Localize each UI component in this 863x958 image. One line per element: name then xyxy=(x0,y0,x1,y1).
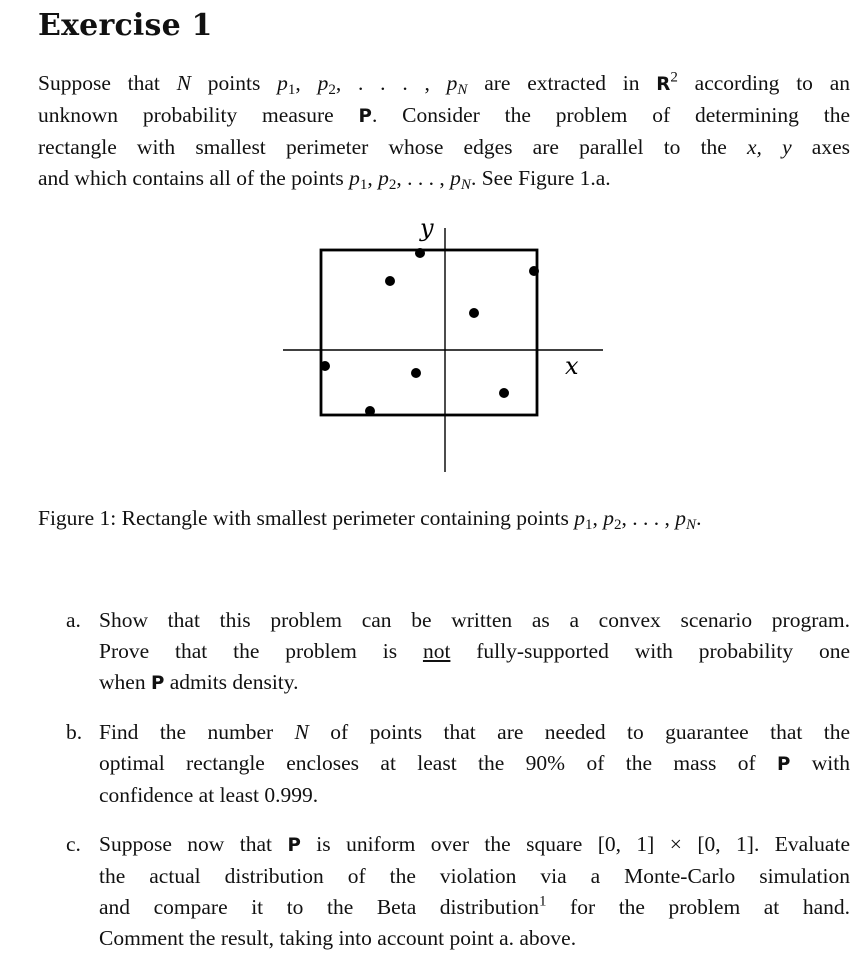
data-point xyxy=(365,406,375,416)
intro-line-3: rectangle with smallest perimeter whose edges are parallel to the x, y axes xyxy=(38,135,851,159)
data-point xyxy=(320,361,330,371)
item-marker: b. xyxy=(66,720,83,744)
intro-paragraph xyxy=(38,68,850,194)
item-body xyxy=(99,605,850,699)
item-line: Comment the result, taking into account point a. above. xyxy=(99,926,577,950)
intro-line-4: and which contains all of the points $p_1$, $p_2$, . . . , $p_N$. See Figure 1.a. xyxy=(38,166,611,193)
data-point xyxy=(411,368,421,378)
item-line: confidence at least 0.999. xyxy=(99,783,319,807)
x-axis-label: x xyxy=(565,352,579,380)
underlined-not: not xyxy=(422,639,451,663)
intro-line-1: Suppose that N points $p_1$, $p_2$, . . . , $p_N$ are extracted in $R^2$ according to an xyxy=(38,69,851,98)
y-axis-label: y xyxy=(420,214,434,242)
item-line: Prove that the problem is not fully-supported with probability one xyxy=(99,639,851,663)
item-line: Show that this problem can be written as a convex scenario program. xyxy=(99,608,850,632)
item-line: optimal rectangle encloses at least the 90% of the mass of P with xyxy=(99,751,850,775)
item-marker: a. xyxy=(66,608,81,632)
figure-caption: Figure 1: Rectangle with smallest perimeter containing points $p_1$, $p_2$, . . . , $p_N$. xyxy=(38,506,702,533)
footnote-marker: 1 xyxy=(538,893,547,910)
item-body xyxy=(99,829,850,954)
item-line: Suppose now that P is uniform over the square [0, 1] × [0, 1]. Evaluate xyxy=(99,832,850,856)
item-line: the actual distribution of the violation via a Monte-Carlo simulation xyxy=(99,864,850,888)
rectangle-figure xyxy=(270,210,610,480)
data-point xyxy=(415,248,425,258)
exercise-heading: Exercise 1 xyxy=(38,8,213,43)
item-line: and compare it to the Beta distribution$^1$ for the problem at hand. xyxy=(99,893,850,919)
data-point xyxy=(469,308,479,318)
item-line: Find the number N of points that are needed to guarantee that the xyxy=(99,720,851,744)
intro-line-2: unknown probability measure P. Consider the problem of determining the xyxy=(38,103,850,127)
item-body xyxy=(99,717,850,811)
data-point xyxy=(529,266,539,276)
item-line: when P admits density. xyxy=(99,670,299,694)
item-marker: c. xyxy=(66,832,81,856)
data-point xyxy=(499,388,509,398)
data-point xyxy=(385,276,395,286)
